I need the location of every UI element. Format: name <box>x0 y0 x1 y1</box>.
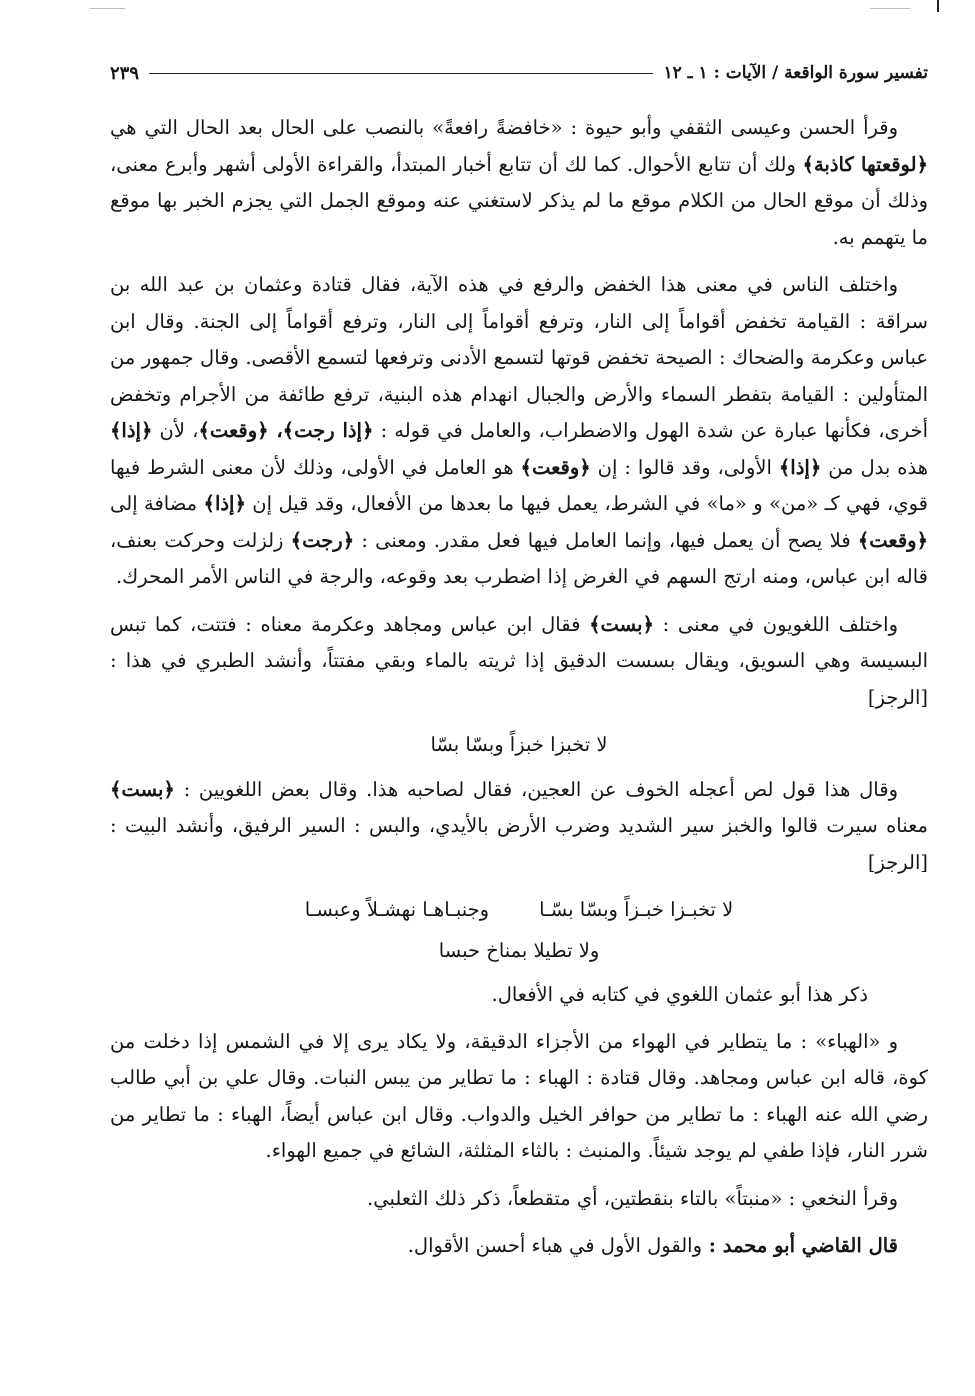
paragraph-haba: و «الهباء» : ما يتطاير في الهواء من الأجزاء الدقيقة، ولا يكاد يرى إلا في الشمس إذا دخلت من كوة، قاله ابن عباس ومجاهد. وقال قتادة : الهباء : ما تطاير من يبس النبات. وقال علي بن أبي طالب رضي الله عنه الهباء : ما تطاير من حوافر الخيل والدواب. وقال ابن عباس أيضاً، الهباء : ما تطاير من شرر النار، فإذا طفي لم يوجد شيئاً. والمنبث : بالثاء المثلثة، الشائع في جميع الهواء. <box>110 1029 928 1162</box>
paragraph-qadi <box>110 1228 928 1265</box>
poetry-couplet <box>110 892 928 929</box>
paragraph-nakhai: وقرأ النخعي : «منبتاً» بالتاء بنقطتين، أي متقطعاً، ذكر ذلك الثعلبي. <box>367 1186 898 1210</box>
hemistich-first: لا تخبـزا خبـزاً وبسّا بسّـا <box>539 898 734 921</box>
text-run: واختلف الناس في معنى هذا الخفض والرفع في هذه الآية، فقال قتادة وعثمان بن عبد الله بن سراقة : القيامة تخفض أقواماً إلى النار، وترفع أقواماً إلى النار، وترفع أقواماً إلى الجنة. وقال ابن عباس وعكرمة والضحاك : الصيحة تخفض قوتها لتسمع الأدنى وترفعها لتسمع الأقصى. وقال جمهور من المتأولين : القيامة بتفطر السماء والأرض والجبال انهدام هذه البنية، ترفع طائفة من الأجرام وتخفض أخرى، فكأنها عبارة عن شدة الهول والاضطراب، والعامل في قوله : <box>110 273 928 442</box>
quran-quote: ﴿إذا﴾ <box>203 492 246 515</box>
text-run: هو العامل في الأولى، وذلك لأن معنى الشرط فيها قوي، فهي كـ «من» و «ما» في الشرط، يعمل فيها ما بعدها من الأفعال، وقد قيل إن <box>110 455 928 515</box>
text-run: والقول الأول في هباء أحسن الأقوال. <box>407 1234 702 1257</box>
quran-quote: ﴿بست﴾ <box>110 777 175 801</box>
text-run: واختلف اللغويون في معنى : <box>653 612 898 636</box>
page-body <box>110 110 928 1276</box>
quran-quote: ﴿وقعت﴾ <box>520 455 591 479</box>
text-run: ، لأن <box>152 419 199 442</box>
paragraph-bussat <box>110 607 928 717</box>
paragraph-khafd-raf <box>110 267 928 596</box>
scan-corner-mark <box>937 0 939 12</box>
quran-quote: ﴿رجت﴾ <box>290 528 355 552</box>
hemistich-second: وجنبـاهـا نهشـلاً وعبسـا <box>304 898 490 921</box>
text-run: وقال هذا قول لص أعجله الخوف عن العجين، فقال لصاحبه هذا. وقال بعض اللغويين : <box>174 777 898 801</box>
quran-quote: ﴿لوقعتها كاذبة﴾ <box>802 152 929 176</box>
quran-quote: ﴿بست﴾ <box>589 612 654 636</box>
text-run: الأولى، وقد قالوا : إن <box>590 455 779 479</box>
page-header <box>110 58 928 88</box>
quran-quote: ﴿وقعت﴾ <box>857 528 928 552</box>
paragraph-qiraat-hal <box>110 110 928 256</box>
quran-quote: ﴿إذا رجت﴾، ﴿وقعت﴾ <box>198 419 374 442</box>
verse-attribution: ذكر هذا أبو عثمان اللغوي في كتابه في الأفعال. <box>491 983 868 1006</box>
scan-edge-mark-right <box>870 8 910 9</box>
running-head: تفسير سورة الواقعة / الآيات : ١ ـ ١٢ <box>663 63 928 83</box>
text-run: فلا يصح أن يعمل فيها، وإنما العامل فيها فعل مقدر. ومعنى : <box>354 528 858 552</box>
quran-quote: ﴿إذا﴾ <box>110 419 153 442</box>
paragraph-lughawiyyun <box>110 772 928 882</box>
poetry-verse: لا تخبزا خبزاً وبسّا بسّا <box>430 733 608 756</box>
poetry-verse: ولا تطيلا بمناخ حبسا <box>438 938 600 962</box>
text-run: معناه سيرت قالوا والخبز سير الشديد وضرب الأرض بالأيدي، والبس : السير الرفيق، وأنشد البيت : [الرجز] <box>110 814 928 874</box>
scan-edge-mark-left <box>90 8 125 9</box>
text-run: زلزلت وحركت بعنف، قاله ابن عباس، ومنه ارتج السهم في الغرض إذا اضطرب بعد وقوعه، والرجة في الناس الأمر المحرك. <box>110 528 928 588</box>
text-run: فقال ابن عباس ومجاهد وعكرمة معناه : فتتت، كما تبس البسيسة وهي السويق، ويقال بسست الدقيق إذا ثريته بالماء وبقي مفتتاً، وأنشد الطبري في هذا : [الرجز] <box>110 612 928 709</box>
text-run: مضافة إلى <box>110 492 204 515</box>
quran-quote: ﴿إذا﴾ <box>778 455 822 479</box>
header-rule <box>149 73 653 74</box>
text-run: ولك أن تتابع الأحوال. كما لك أن تتابع أخبار المبتدأ، والقراءة الأولى أشهر وأبرع معنى، وذلك أن موقع الحال من الكلام موقع ما لم يذكر لاستغني عنه وموقع الجمل التي يجزم الخبر بها موقع ما يتهمم به. <box>110 152 928 249</box>
speaker-label: قال القاضي أبو محمد : <box>701 1234 898 1257</box>
text-run: وقرأ الحسن وعيسى الثقفي وأبو حيوة : «خافضةً رافعةً» بالنصب على الحال بعد الحال التي هي <box>110 116 898 139</box>
text-run: هذه بدل من <box>821 455 928 479</box>
page-number: ٢٣٩ <box>110 62 140 84</box>
